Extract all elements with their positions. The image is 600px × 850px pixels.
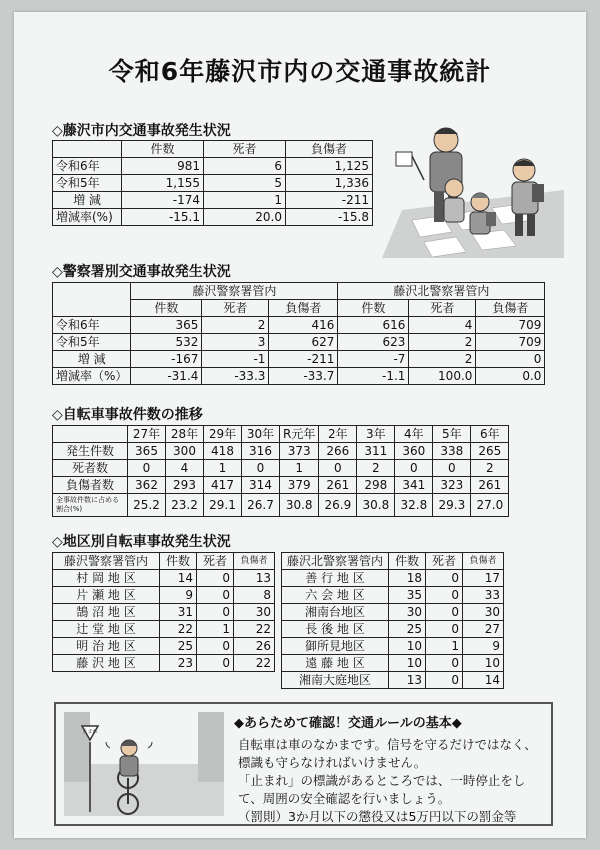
table-cell: 17 bbox=[463, 570, 504, 587]
table-row bbox=[53, 494, 509, 517]
table-row bbox=[53, 368, 545, 385]
table-cell: 30 bbox=[234, 604, 275, 621]
year-header-cell: 30年 bbox=[242, 426, 280, 443]
table-cell: -1 bbox=[202, 351, 269, 368]
year-header-cell: 5年 bbox=[433, 426, 471, 443]
table-cell: 25 bbox=[160, 638, 197, 655]
table-cell: -7 bbox=[338, 351, 409, 368]
table-cell: 379 bbox=[280, 477, 319, 494]
table-row bbox=[53, 477, 509, 494]
table-row bbox=[53, 587, 275, 604]
table-row bbox=[282, 604, 504, 621]
table-group-row bbox=[53, 283, 545, 300]
notice-title: ◆あらためて確認！交通ルールの基本◆ bbox=[234, 716, 462, 731]
table-header-row bbox=[53, 553, 275, 570]
table-cell: 316 bbox=[242, 443, 280, 460]
row-label: 全事故件数に占める割合(%) bbox=[53, 494, 128, 517]
table-cell: 0 bbox=[426, 672, 463, 689]
table-cell: 27 bbox=[463, 621, 504, 638]
table-cell: 23.2 bbox=[166, 494, 204, 517]
table-cell: 22 bbox=[160, 621, 197, 638]
table-row bbox=[53, 638, 275, 655]
year-header-cell: 3年 bbox=[357, 426, 395, 443]
year-header-cell: 4年 bbox=[395, 426, 433, 443]
table-cell: 26.9 bbox=[319, 494, 357, 517]
row-label: 死者数 bbox=[53, 460, 128, 477]
table-row bbox=[53, 460, 509, 477]
table-cell: 418 bbox=[204, 443, 242, 460]
table-cell: 26 bbox=[234, 638, 275, 655]
header-cell: 件数 bbox=[131, 300, 202, 317]
stop-sign-text: 止まれ bbox=[82, 729, 98, 735]
header-cell bbox=[53, 141, 122, 158]
table-row bbox=[53, 158, 373, 175]
table-row bbox=[53, 570, 275, 587]
table-cell: 0 bbox=[197, 587, 234, 604]
district-name: 御所見地区 bbox=[282, 638, 389, 655]
table-cell: 2 bbox=[471, 460, 509, 477]
table-cell: -211 bbox=[286, 192, 373, 209]
row-label: 負傷者数 bbox=[53, 477, 128, 494]
fujisawa-district-table bbox=[52, 552, 275, 672]
district-name: 湘南台地区 bbox=[282, 604, 389, 621]
district-name: 善 行 地 区 bbox=[282, 570, 389, 587]
table-cell: 1,125 bbox=[286, 158, 373, 175]
year-header-cell: 28年 bbox=[166, 426, 204, 443]
bicycle-accident-trend-table bbox=[52, 425, 509, 517]
table-cell: 18 bbox=[389, 570, 426, 587]
table-cell: 265 bbox=[471, 443, 509, 460]
section4-heading: ◇地区別自転車事故発生状況 bbox=[52, 534, 231, 550]
table-cell: 29.1 bbox=[204, 494, 242, 517]
table-cell: 33 bbox=[463, 587, 504, 604]
table-cell: -1.1 bbox=[338, 368, 409, 385]
table-cell: -211 bbox=[269, 351, 338, 368]
header-cell: 死者 bbox=[197, 553, 234, 570]
table-cell: -33.3 bbox=[202, 368, 269, 385]
table-cell: 9 bbox=[160, 587, 197, 604]
table-cell: 10 bbox=[463, 655, 504, 672]
table-cell: 30.8 bbox=[357, 494, 395, 517]
table-cell: 5 bbox=[204, 175, 286, 192]
table-cell: 25 bbox=[389, 621, 426, 638]
district-name: 鵠 沼 地 区 bbox=[53, 604, 160, 621]
table-cell: 1 bbox=[204, 192, 286, 209]
district-name: 遠 藤 地 区 bbox=[282, 655, 389, 672]
district-name: 村 岡 地 区 bbox=[53, 570, 160, 587]
page-title: 令和6年藤沢市内の交通事故統計 bbox=[108, 57, 492, 86]
table-cell: -15.1 bbox=[122, 209, 204, 226]
header-cell: 件数 bbox=[122, 141, 204, 158]
table-cell: 0 bbox=[426, 655, 463, 672]
table-row bbox=[53, 334, 545, 351]
table-cell: 4 bbox=[409, 317, 476, 334]
year-header-cell: R元年 bbox=[280, 426, 319, 443]
district-name: 長 後 地 区 bbox=[282, 621, 389, 638]
table-cell: 4 bbox=[166, 460, 204, 477]
table-cell: 261 bbox=[319, 477, 357, 494]
header-cell: 件数 bbox=[338, 300, 409, 317]
table-cell: 22 bbox=[234, 621, 275, 638]
table-cell: 0 bbox=[426, 604, 463, 621]
header-cell: 死者 bbox=[202, 300, 269, 317]
table-cell: 9 bbox=[463, 638, 504, 655]
table-cell: 22 bbox=[234, 655, 275, 672]
table-cell: 3 bbox=[202, 334, 269, 351]
table-cell: 266 bbox=[319, 443, 357, 460]
city-accident-table bbox=[52, 140, 373, 226]
header-cell: 負傷者 bbox=[463, 553, 504, 570]
table-row bbox=[53, 192, 373, 209]
table-cell: 532 bbox=[131, 334, 202, 351]
table-row bbox=[282, 587, 504, 604]
header-cell: 藤沢北警察署管内 bbox=[282, 553, 389, 570]
table-cell: 8 bbox=[234, 587, 275, 604]
table-row bbox=[282, 655, 504, 672]
row-label: 令和6年 bbox=[53, 317, 131, 334]
crosswalk-illustration bbox=[382, 110, 564, 258]
table-cell: -15.8 bbox=[286, 209, 373, 226]
table-cell: 30 bbox=[463, 604, 504, 621]
table-row bbox=[53, 655, 275, 672]
table-cell: 30.8 bbox=[280, 494, 319, 517]
table-row bbox=[53, 317, 545, 334]
table-cell: 30 bbox=[389, 604, 426, 621]
table-cell: -174 bbox=[122, 192, 204, 209]
year-header-cell: 2年 bbox=[319, 426, 357, 443]
table-cell: 338 bbox=[433, 443, 471, 460]
table-cell: 6 bbox=[204, 158, 286, 175]
section1-heading: ◇藤沢市内交通事故発生状況 bbox=[52, 123, 231, 139]
notice-line: 「止まれ」の標識があるところでは、一時停止をして、周囲の安全確認を行いましょう。 bbox=[238, 773, 526, 806]
table-cell: 0 bbox=[197, 638, 234, 655]
row-label: 令和5年 bbox=[53, 334, 131, 351]
table-cell: 311 bbox=[357, 443, 395, 460]
table-cell: 0 bbox=[197, 655, 234, 672]
table-cell: 0 bbox=[426, 587, 463, 604]
table-row bbox=[282, 638, 504, 655]
table-cell: 0 bbox=[426, 570, 463, 587]
table-cell: 341 bbox=[395, 477, 433, 494]
table-row bbox=[282, 672, 504, 689]
row-label: 増 減 bbox=[53, 351, 131, 368]
header-cell: 藤沢警察署管内 bbox=[53, 553, 160, 570]
table-cell: 35 bbox=[389, 587, 426, 604]
table-row bbox=[53, 351, 545, 368]
table-cell: 29.3 bbox=[433, 494, 471, 517]
header-cell bbox=[53, 283, 131, 317]
table-row bbox=[53, 209, 373, 226]
header-cell: 負傷者 bbox=[476, 300, 545, 317]
table-cell: 2 bbox=[357, 460, 395, 477]
table-row bbox=[53, 175, 373, 192]
header-cell: 件数 bbox=[160, 553, 197, 570]
header-cell: 死者 bbox=[409, 300, 476, 317]
table-cell: 0 bbox=[395, 460, 433, 477]
table-cell: 0 bbox=[197, 570, 234, 587]
row-label: 増 減 bbox=[53, 192, 122, 209]
header-cell: 負傷者 bbox=[234, 553, 275, 570]
table-cell: 0 bbox=[433, 460, 471, 477]
table-cell: 0 bbox=[128, 460, 166, 477]
notice-line: （罰則）3か月以下の懲役又は5万円以下の罰金等 bbox=[238, 809, 517, 824]
table-cell: 709 bbox=[476, 334, 545, 351]
table-row bbox=[53, 604, 275, 621]
table-cell: 627 bbox=[269, 334, 338, 351]
table-cell: 31 bbox=[160, 604, 197, 621]
table-cell: 1 bbox=[280, 460, 319, 477]
year-header-cell: 27年 bbox=[128, 426, 166, 443]
table-cell: 1 bbox=[204, 460, 242, 477]
table-cell: 32.8 bbox=[395, 494, 433, 517]
table-cell: 360 bbox=[395, 443, 433, 460]
table-cell: 23 bbox=[160, 655, 197, 672]
table-cell: 300 bbox=[166, 443, 204, 460]
year-header-cell: 6年 bbox=[471, 426, 509, 443]
table-cell: -167 bbox=[131, 351, 202, 368]
table-cell: 2 bbox=[409, 334, 476, 351]
row-label: 令和6年 bbox=[53, 158, 122, 175]
stop-sign-cyclist-illustration bbox=[64, 712, 224, 816]
group-header-fujisawa-kita: 藤沢北警察署管内 bbox=[338, 283, 545, 300]
table-cell: 20.0 bbox=[204, 209, 286, 226]
district-name: 明 治 地 区 bbox=[53, 638, 160, 655]
district-name: 六 会 地 区 bbox=[282, 587, 389, 604]
table-cell: 14 bbox=[160, 570, 197, 587]
district-name: 湘南大庭地区 bbox=[282, 672, 389, 689]
table-cell: 293 bbox=[166, 477, 204, 494]
table-cell: 362 bbox=[128, 477, 166, 494]
table-cell: 0.0 bbox=[476, 368, 545, 385]
header-cell: 死者 bbox=[204, 141, 286, 158]
table-cell: 0 bbox=[426, 621, 463, 638]
table-cell: 709 bbox=[476, 317, 545, 334]
table-cell: 0 bbox=[242, 460, 280, 477]
fujisawa-kita-district-table bbox=[281, 552, 504, 689]
table-cell: 25.2 bbox=[128, 494, 166, 517]
table-cell: 981 bbox=[122, 158, 204, 175]
row-label: 令和5年 bbox=[53, 175, 122, 192]
table-header-row bbox=[282, 553, 504, 570]
district-name: 藤 沢 地 区 bbox=[53, 655, 160, 672]
header-cell: 負傷者 bbox=[269, 300, 338, 317]
table-cell: 417 bbox=[204, 477, 242, 494]
table-cell: 616 bbox=[338, 317, 409, 334]
table-cell: 323 bbox=[433, 477, 471, 494]
row-label: 増減率(%) bbox=[53, 209, 122, 226]
table-cell: 373 bbox=[280, 443, 319, 460]
table-cell: 10 bbox=[389, 638, 426, 655]
district-name: 辻 堂 地 区 bbox=[53, 621, 160, 638]
header-cell bbox=[53, 426, 128, 443]
table-cell: 14 bbox=[463, 672, 504, 689]
table-row bbox=[282, 621, 504, 638]
row-label: 増減率（%） bbox=[53, 368, 131, 385]
table-row bbox=[53, 621, 275, 638]
table-cell: 365 bbox=[128, 443, 166, 460]
group-header-fujisawa: 藤沢警察署管内 bbox=[131, 283, 338, 300]
header-cell: 死者 bbox=[426, 553, 463, 570]
flyer-page bbox=[14, 12, 586, 838]
table-cell: 0 bbox=[197, 604, 234, 621]
table-cell: 365 bbox=[131, 317, 202, 334]
table-cell: 0 bbox=[476, 351, 545, 368]
table-cell: 13 bbox=[389, 672, 426, 689]
header-cell: 負傷者 bbox=[286, 141, 373, 158]
table-row bbox=[53, 443, 509, 460]
section2-heading: ◇警察署別交通事故発生状況 bbox=[52, 264, 231, 280]
table-cell: 416 bbox=[269, 317, 338, 334]
table-cell: 0 bbox=[319, 460, 357, 477]
notice-body bbox=[238, 736, 543, 826]
table-header-row bbox=[53, 426, 509, 443]
notice-line: 自転車は車のなかまです。信号を守るだけではなく、標識も守らなければいけません。 bbox=[238, 737, 537, 770]
row-label: 発生件数 bbox=[53, 443, 128, 460]
table-cell: 623 bbox=[338, 334, 409, 351]
table-header-row bbox=[53, 141, 373, 158]
table-cell: -33.7 bbox=[269, 368, 338, 385]
table-cell: 100.0 bbox=[409, 368, 476, 385]
table-cell: 13 bbox=[234, 570, 275, 587]
table-cell: 27.0 bbox=[471, 494, 509, 517]
table-cell: 10 bbox=[389, 655, 426, 672]
table-cell: 298 bbox=[357, 477, 395, 494]
table-cell: 1,155 bbox=[122, 175, 204, 192]
table-cell: 1 bbox=[426, 638, 463, 655]
police-station-table bbox=[52, 282, 545, 385]
header-cell: 件数 bbox=[389, 553, 426, 570]
table-cell: 261 bbox=[471, 477, 509, 494]
year-header-cell: 29年 bbox=[204, 426, 242, 443]
table-cell: -31.4 bbox=[131, 368, 202, 385]
traffic-rule-notice bbox=[54, 702, 553, 826]
table-cell: 26.7 bbox=[242, 494, 280, 517]
table-cell: 314 bbox=[242, 477, 280, 494]
table-cell: 2 bbox=[409, 351, 476, 368]
table-cell: 1,336 bbox=[286, 175, 373, 192]
district-name: 片 瀬 地 区 bbox=[53, 587, 160, 604]
section3-heading: ◇自転車事故件数の推移 bbox=[52, 407, 203, 423]
table-cell: 1 bbox=[197, 621, 234, 638]
table-row bbox=[282, 570, 504, 587]
table-cell: 2 bbox=[202, 317, 269, 334]
